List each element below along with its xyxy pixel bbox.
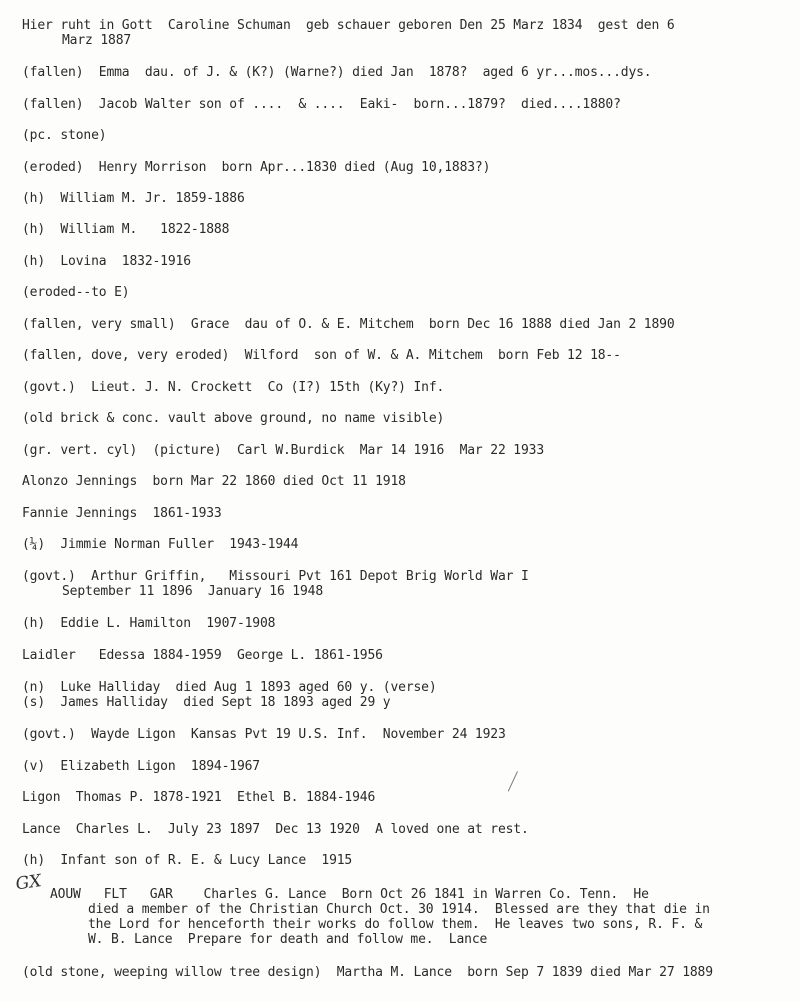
entry-charles-g-lance: AOUW FLT GAR Charles G. Lance Born Oct 26 1841 in Warren Co. Tenn. He died a member of the Christian Church Oct. 30 1914. Blessed are they that die in the Lord for henceforth their works do follow them. He leaves two sons, R. F. & W. B. Lance Prepare for death and follow me. Lance: [50, 887, 710, 947]
entry-eddie-hamilton: (h) Eddie L. Hamilton 1907-1908: [22, 616, 276, 631]
entry-crockett: (govt.) Lieut. J. N. Crockett Co (I?) 15th (Ky?) Inf.: [22, 380, 445, 395]
emblem-mark: GX: [14, 871, 43, 895]
entry-charles-l-lance: Lance Charles L. July 23 1897 Dec 13 1920 A loved one at rest.: [22, 822, 529, 837]
entry-william-m: (h) William M. 1822-1888: [22, 222, 230, 237]
entry-caroline-schuman: Hier ruht in Gott Caroline Schuman geb schauer geboren Den 25 Marz 1834 gest den 6 Marz 1887: [22, 18, 675, 48]
entry-elizabeth-ligon: (v) Elizabeth Ligon 1894-1967: [22, 759, 260, 774]
entry-carl-burdick: (gr. vert. cyl) (picture) Carl W.Burdick Mar 14 1916 Mar 22 1933: [22, 443, 545, 458]
entry-jacob-walter: (fallen) Jacob Walter son of .... & .... Eaki- born...1879? died....1880?: [22, 97, 621, 112]
entry-halliday: (n) Luke Halliday died Aug 1 1893 aged 60 y. (verse) (s) James Halliday died Sept 18 1893 aged 29 y: [22, 680, 437, 710]
entry-jimmie-fuller: (¼) Jimmie Norman Fuller 1943-1944: [22, 537, 299, 552]
entry-emma: (fallen) Emma dau. of J. & (K?) (Warne?) died Jan 1878? aged 6 yr...mos...dys.: [22, 65, 652, 80]
entry-laidler: Laidler Edessa 1884-1959 George L. 1861-1956: [22, 648, 383, 663]
entry-henry-morrison: (eroded) Henry Morrison born Apr...1830 died (Aug 10,1883?): [22, 160, 491, 175]
entry-ligon-thomas-ethel: Ligon Thomas P. 1878-1921 Ethel B. 1884-1946: [22, 790, 376, 805]
entry-eroded-to-e: (eroded--to E): [22, 285, 130, 300]
entry-martha-lance: (old stone, weeping willow tree design) Martha M. Lance born Sep 7 1839 died Mar 27 1889: [22, 965, 713, 980]
entry-infant-son-lance: (h) Infant son of R. E. & Lucy Lance 1915: [22, 853, 353, 868]
entry-william-m-jr: (h) William M. Jr. 1859-1886: [22, 191, 245, 206]
entry-brick-vault: (old brick & conc. vault above ground, no name visible): [22, 411, 445, 426]
entry-arthur-griffin: (govt.) Arthur Griffin, Missouri Pvt 161 Depot Brig World War I September 11 1896 January 16 1948: [22, 569, 529, 599]
entry-wilford-mitchem: (fallen, dove, very eroded) Wilford son of W. & A. Mitchem born Feb 12 18--: [22, 348, 621, 363]
entry-alonzo-jennings: Alonzo Jennings born Mar 22 1860 died Oct 11 1918: [22, 474, 406, 489]
entry-lovina: (h) Lovina 1832-1916: [22, 254, 191, 269]
entry-grace-mitchem: (fallen, very small) Grace dau of O. & E. Mitchem born Dec 16 1888 died Jan 2 1890: [22, 317, 675, 332]
entry-pc-stone: (pc. stone): [22, 128, 107, 143]
entry-wayde-ligon: (govt.) Wayde Ligon Kansas Pvt 19 U.S. Inf. November 24 1923: [22, 727, 506, 742]
entry-fannie-jennings: Fannie Jennings 1861-1933: [22, 506, 222, 521]
